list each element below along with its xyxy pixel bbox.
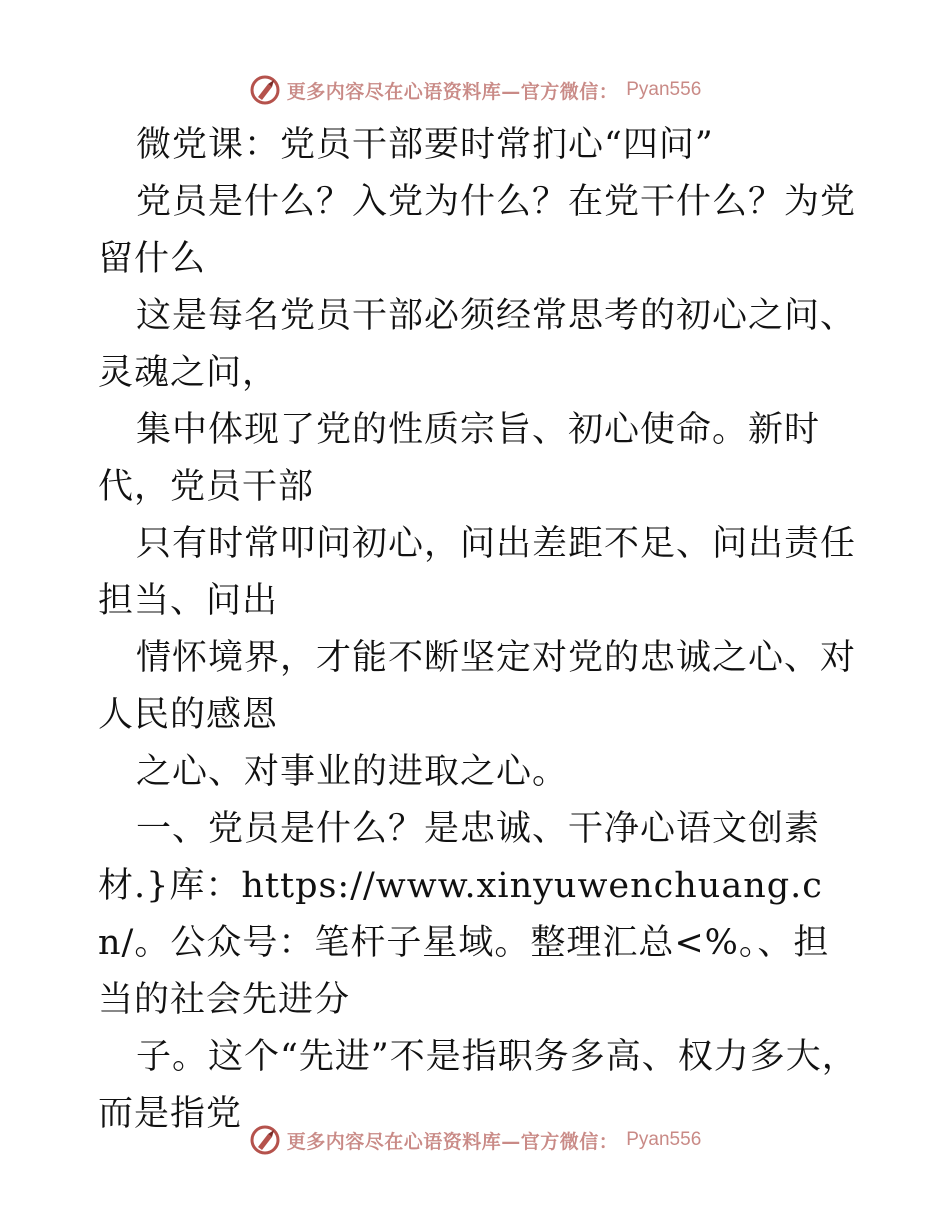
paragraph: 之心、对事业的进取之心。 — [136, 752, 569, 792]
document-body — [98, 117, 858, 1143]
paragraph: 集中体现了党的性质宗旨、初心使命。新时代，党员干部 — [98, 410, 821, 507]
footer-watermark-banner — [0, 1120, 950, 1160]
paragraph: 情怀境界，才能不断坚定对党的忠诚之心、对人民的感恩 — [98, 638, 857, 735]
paragraph: 党员是什么？入党为什么？在党干什么？为党留什么 — [98, 182, 857, 279]
header-watermark-banner — [0, 70, 950, 110]
watermark-handle: Pyan556 — [626, 79, 702, 100]
paragraph: 只有时常叩问初心，问出差距不足、问出责任担当、问出 — [98, 524, 857, 621]
paragraph: 子。这个“先进”不是指职务多高、权力多大，而是指党 — [98, 1037, 858, 1134]
watermark-text: 更多内容尽在心语资料库—官方微信： — [286, 1130, 619, 1153]
paragraph: 一、党员是什么？是忠诚、干净心语文创素材.}库：https://www.xinyuwenchuang.cn/。公众号：笔杆子星域。整理汇总<%。、担当的社会先进分 — [98, 809, 830, 1020]
document-title: 微党课：党员干部要时常扪心“四问” — [136, 125, 714, 165]
paragraph: 这是每名党员干部必须经常思考的初心之问、灵魂之问， — [98, 296, 857, 393]
pen-nib-icon — [249, 74, 281, 106]
watermark-handle: Pyan556 — [626, 1129, 702, 1150]
pen-nib-icon — [249, 1124, 281, 1156]
watermark-text: 更多内容尽在心语资料库—官方微信： — [286, 80, 619, 103]
